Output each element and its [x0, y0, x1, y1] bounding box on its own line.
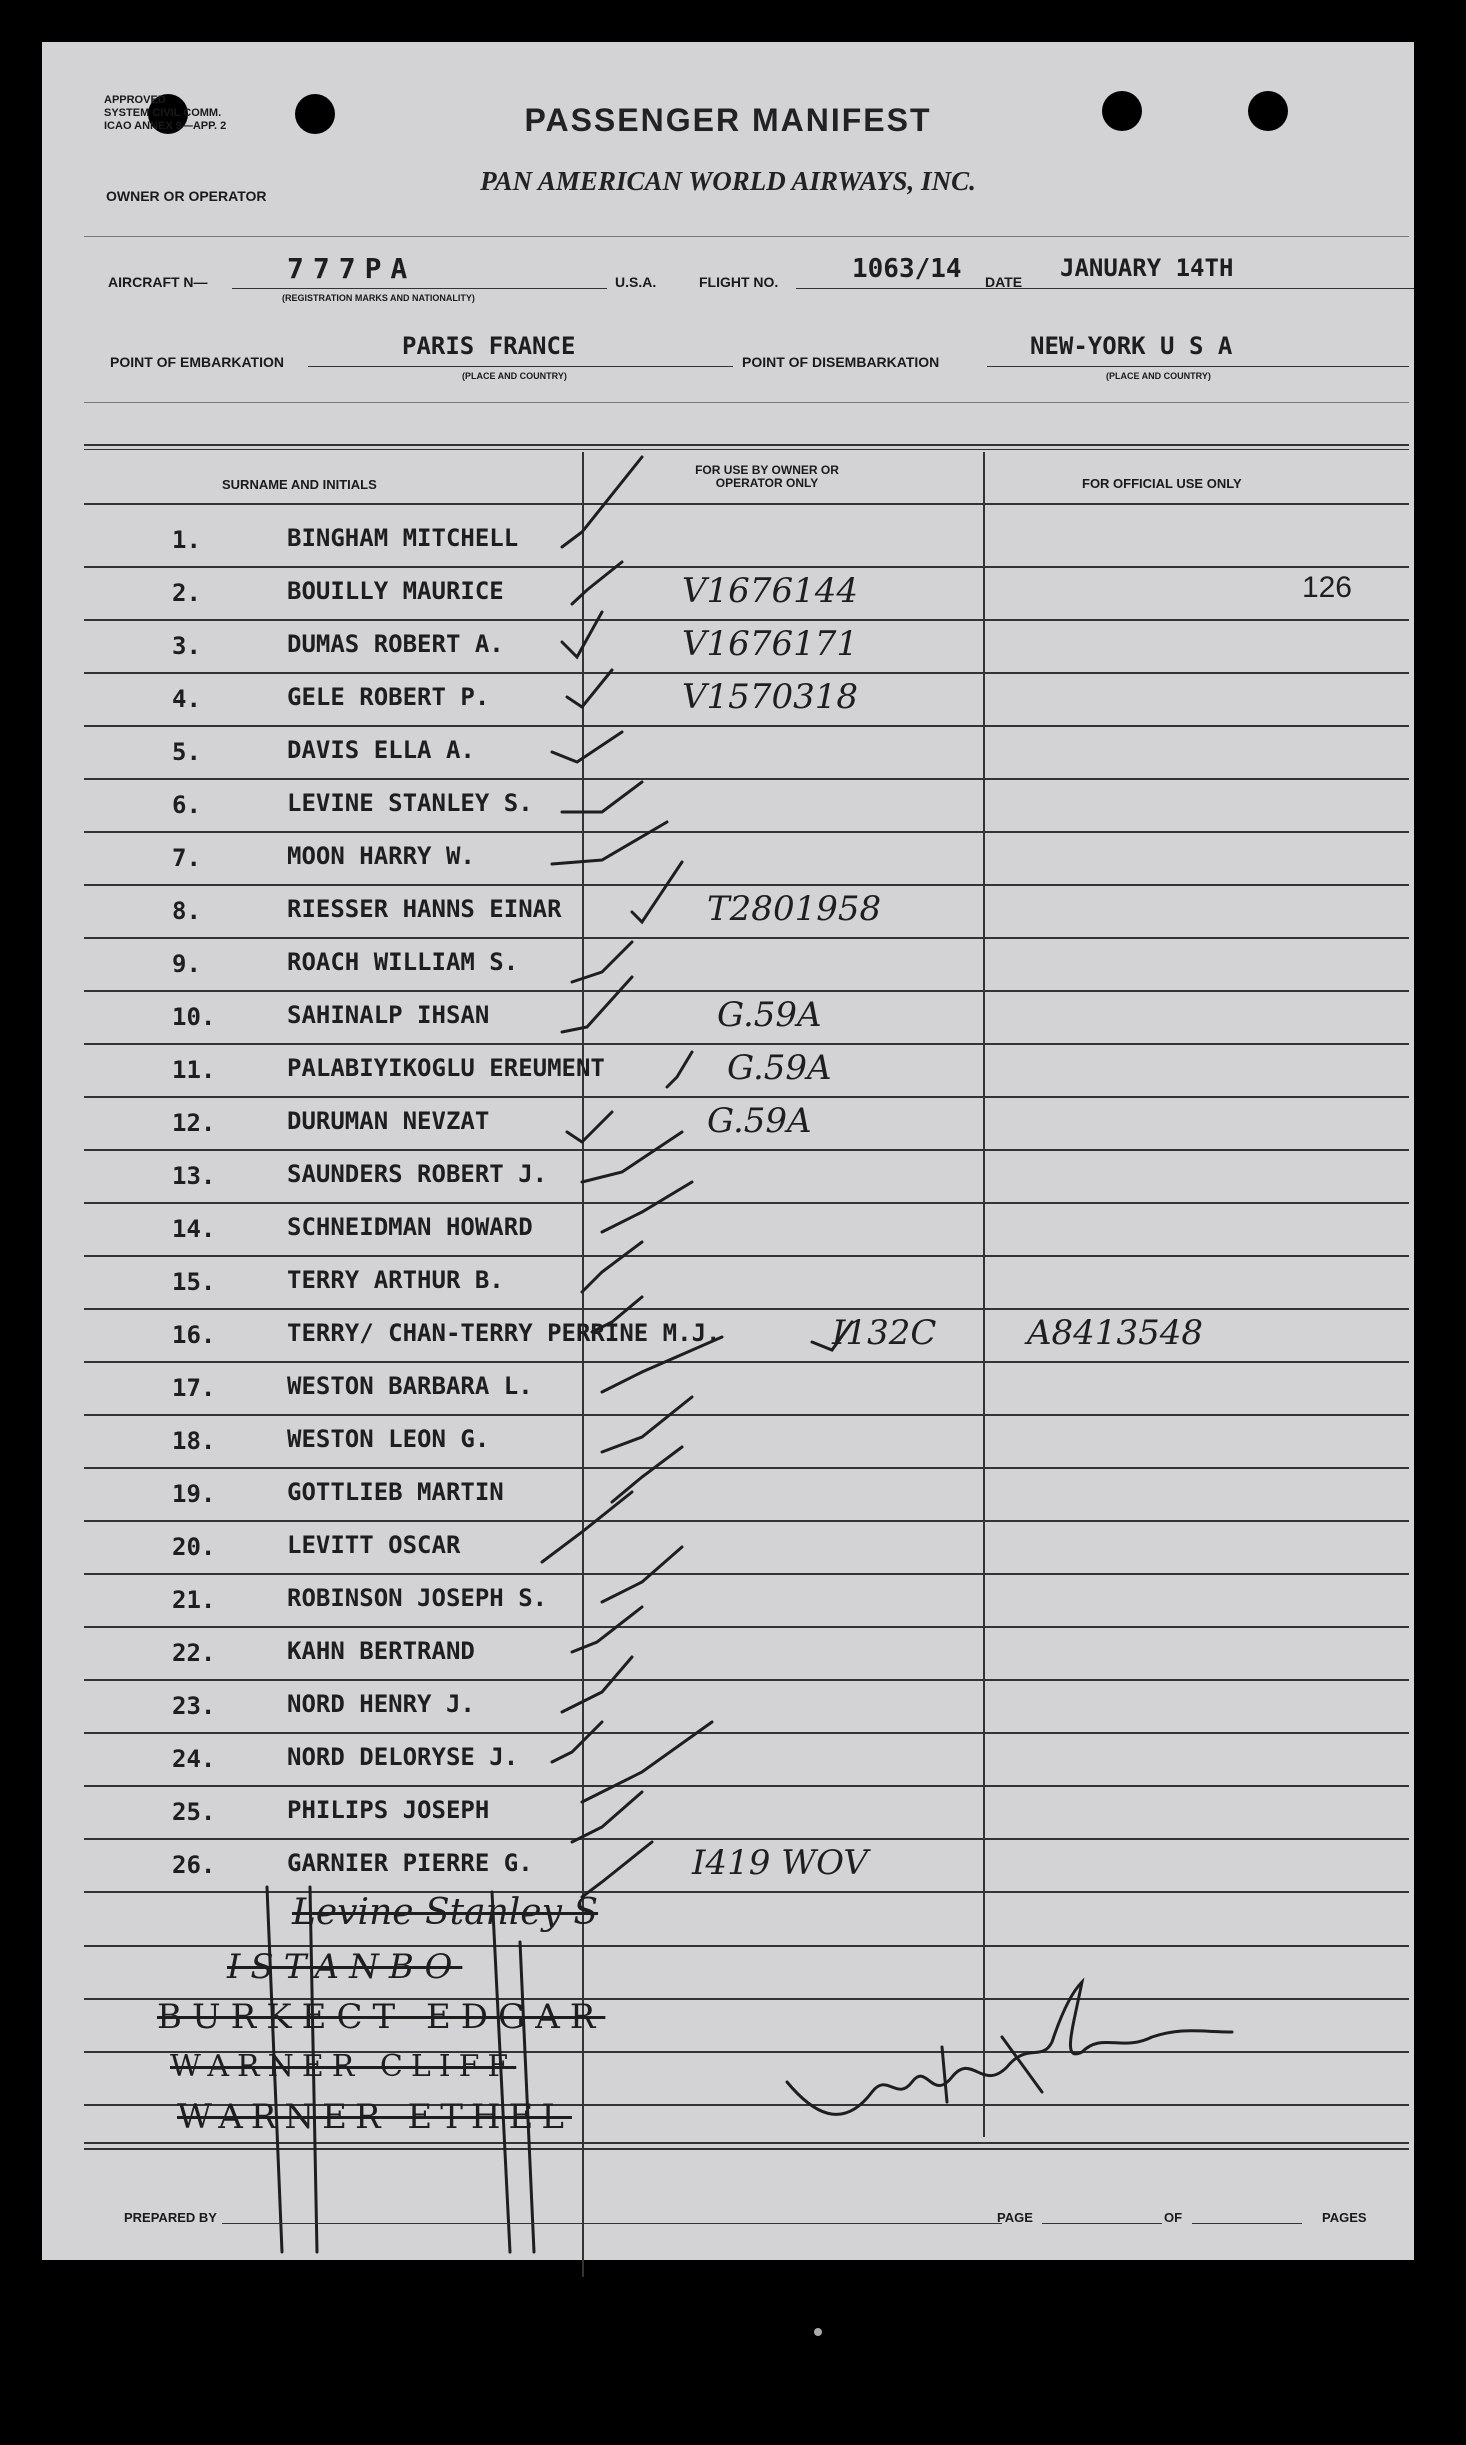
passenger-name: SCHNEIDMAN HOWARD: [287, 1213, 533, 1241]
crossed-out-name: ISTANBO: [227, 1947, 463, 1987]
bracket-line: [267, 1887, 282, 2252]
official-note: 126: [1301, 571, 1352, 604]
pages-label: PAGES: [1322, 2210, 1367, 2225]
official-note: A8413548: [1027, 1313, 1203, 1353]
checkmark-icon: [567, 670, 612, 707]
checkmark-icon: [552, 732, 622, 762]
passenger-name: MOON HARRY W.: [287, 842, 475, 870]
row-number: 19.: [172, 1480, 216, 1508]
owner-note: I419 WOV: [692, 1843, 868, 1883]
row-number: 21.: [172, 1586, 216, 1614]
approval-line: APPROVED: [104, 94, 166, 106]
manifest-sheet: [42, 42, 1414, 2260]
column-header-owner: FOR USE BY OWNER OR OPERATOR ONLY: [695, 463, 839, 490]
passenger-name: NORD HENRY J.: [287, 1690, 475, 1718]
row-number: 10.: [172, 1003, 216, 1031]
owner-note: V1570318: [682, 677, 858, 717]
passenger-name: ROACH WILLIAM S.: [287, 948, 519, 976]
row-number: 5.: [172, 738, 201, 766]
passenger-name: NORD DELORYSE J.: [287, 1743, 519, 1771]
checkmark-icon: [562, 977, 632, 1032]
passenger-name: KAHN BERTRAND: [287, 1637, 475, 1665]
crossed-out-name: WARNER ETHEL: [177, 2097, 572, 2137]
checkmark-icon: [552, 822, 667, 864]
checkmark-icon: [567, 1112, 612, 1142]
passenger-name: TERRY/ CHAN-TERRY PERRINE M.J.: [287, 1319, 721, 1347]
passenger-name: DURUMAN NEVZAT: [287, 1107, 490, 1135]
approval-line: SYSTEM CIVIL COMM.: [104, 107, 222, 119]
passenger-name: GELE ROBERT P.: [287, 683, 490, 711]
bracket-line: [520, 1942, 534, 2252]
aircraft-label: AIRCRAFT N—: [108, 274, 208, 290]
passenger-name: ROBINSON JOSEPH S.: [287, 1584, 548, 1612]
row-number: 1.: [172, 526, 201, 554]
crossed-out-name: WARNER CLIFF: [170, 2049, 517, 2084]
passenger-name: LEVINE STANLEY S.: [287, 789, 533, 817]
checkmark-icon: [572, 942, 632, 982]
passenger-name: GOTTLIEB MARTIN: [287, 1478, 504, 1506]
passenger-name: PALABIYIKOGLU EREUMENT: [287, 1054, 605, 1082]
owner-note: T2801958: [707, 889, 882, 929]
owner-label: OWNER OR OPERATOR: [106, 188, 267, 204]
aircraft-value: 777PA: [287, 252, 417, 285]
row-number: 26.: [172, 1851, 216, 1879]
checkmark-icon: [592, 1297, 642, 1332]
checkmark-icon: [602, 1397, 692, 1452]
page-underline: [1042, 2223, 1162, 2224]
row-number: 9.: [172, 950, 201, 978]
passenger-name: LEVITT OSCAR: [287, 1531, 461, 1559]
embarkation-label: POINT OF EMBARKATION: [110, 354, 284, 370]
checkmark-icon: [562, 612, 602, 657]
checkmark-icon: [572, 1792, 642, 1842]
checkmark-icon: [562, 1657, 632, 1712]
crossed-out-name: Levine Stanley S: [292, 1892, 599, 1933]
checkmark-icon: [612, 1447, 682, 1502]
date-label: DATE: [985, 274, 1023, 290]
row-number: 14.: [172, 1215, 216, 1243]
checkmark-icon: [582, 1242, 642, 1292]
flight-label: FLIGHT NO.: [699, 274, 779, 290]
row-number: 2.: [172, 579, 201, 607]
row-number: 16.: [172, 1321, 216, 1349]
checkmark-icon: [562, 457, 642, 547]
passenger-name: RIESSER HANNS EINAR: [287, 895, 562, 923]
row-number: 22.: [172, 1639, 216, 1667]
passenger-name: BOUILLY MAURICE: [287, 577, 504, 605]
checkmark-icon: [582, 1132, 682, 1182]
embarkation-value: PARIS FRANCE: [402, 332, 576, 360]
passenger-name: GARNIER PIERRE G.: [287, 1849, 533, 1877]
bracket-line: [310, 1887, 317, 2252]
checkmark-icon: [812, 1322, 852, 1350]
column-header-official: FOR OFFICIAL USE ONLY: [1082, 476, 1242, 491]
row-number: 17.: [172, 1374, 216, 1402]
embarkation-caption: (PLACE AND COUNTRY): [462, 371, 567, 381]
passenger-name: BINGHAM MITCHELL: [287, 524, 519, 552]
column-header-surname: SURNAME AND INITIALS: [222, 477, 377, 492]
row-number: 25.: [172, 1798, 216, 1826]
passenger-name: SAUNDERS ROBERT J.: [287, 1160, 548, 1188]
row-number: 20.: [172, 1533, 216, 1561]
owner-note: I132C: [832, 1313, 937, 1353]
checkmark-icon: [582, 1722, 712, 1802]
row-number: 11.: [172, 1056, 216, 1084]
passenger-name: TERRY ARTHUR B.: [287, 1266, 504, 1294]
owner-note: V1676171: [682, 624, 858, 664]
row-number: 13.: [172, 1162, 216, 1190]
checkmark-icon: [602, 1337, 722, 1392]
flight-value: 1063/14: [852, 254, 962, 284]
passenger-name: DUMAS ROBERT A.: [287, 630, 504, 658]
checkmark-icon: [552, 1722, 602, 1762]
of-underline: [1192, 2223, 1302, 2224]
row-number: 24.: [172, 1745, 216, 1773]
checkmark-icon: [602, 1547, 682, 1602]
form-title: PASSENGER MANIFEST: [524, 102, 932, 138]
row-number: 8.: [172, 897, 201, 925]
disembarkation-label: POINT OF DISEMBARKATION: [742, 354, 940, 370]
checkmark-icon: [602, 1182, 692, 1232]
checkmark-icon: [542, 1492, 632, 1562]
checkmark-icon: [667, 1052, 692, 1087]
owner-note: G.59A: [707, 1101, 812, 1141]
approval-line: ICAO ANNEX 9—APP. 2: [104, 120, 227, 132]
of-label: OF: [1164, 2210, 1183, 2225]
row-number: 6.: [172, 791, 201, 819]
row-number: 15.: [172, 1268, 216, 1296]
row-number: 18.: [172, 1427, 216, 1455]
disembarkation-value: NEW-YORK U S A: [1030, 332, 1233, 360]
company-name: PAN AMERICAN WORLD AIRWAYS, INC.: [480, 166, 976, 196]
prepared-by-underline: [222, 2223, 1002, 2224]
row-number: 4.: [172, 685, 201, 713]
row-number: 7.: [172, 844, 201, 872]
hand-marks: [42, 42, 1414, 2260]
row-number: 12.: [172, 1109, 216, 1137]
owner-note: G.59A: [717, 995, 822, 1035]
row-number: 23.: [172, 1692, 216, 1720]
passenger-name: DAVIS ELLA A.: [287, 736, 475, 764]
owner-note: V1676144: [682, 571, 858, 611]
passenger-name: WESTON BARBARA L.: [287, 1372, 533, 1400]
bracket-line: [492, 1892, 510, 2252]
checkmark-icon: [562, 782, 642, 812]
passenger-name: SAHINALP IHSAN: [287, 1001, 490, 1029]
row-number: 3.: [172, 632, 201, 660]
checkmark-icon: [582, 1842, 652, 1897]
checkmark-icon: [632, 862, 682, 922]
prepared-by-label: PREPARED BY: [124, 2210, 217, 2225]
checkmark-icon: [572, 1607, 642, 1652]
passenger-name: PHILIPS JOSEPH: [287, 1796, 490, 1824]
crossed-out-name: BURKECT EDGAR: [157, 1997, 606, 2037]
checkmark-icon: [572, 562, 622, 604]
aircraft-caption: (REGISTRATION MARKS AND NATIONALITY): [282, 293, 475, 303]
scan-speck: [814, 2328, 822, 2336]
usa-label: U.S.A.: [615, 274, 657, 290]
passenger-name: WESTON LEON G.: [287, 1425, 490, 1453]
signature: [942, 2047, 947, 2102]
disembarkation-caption: (PLACE AND COUNTRY): [1106, 371, 1211, 381]
date-value: JANUARY 14TH: [1060, 254, 1234, 282]
page-label: PAGE: [997, 2210, 1033, 2225]
owner-note: G.59A: [727, 1048, 832, 1088]
